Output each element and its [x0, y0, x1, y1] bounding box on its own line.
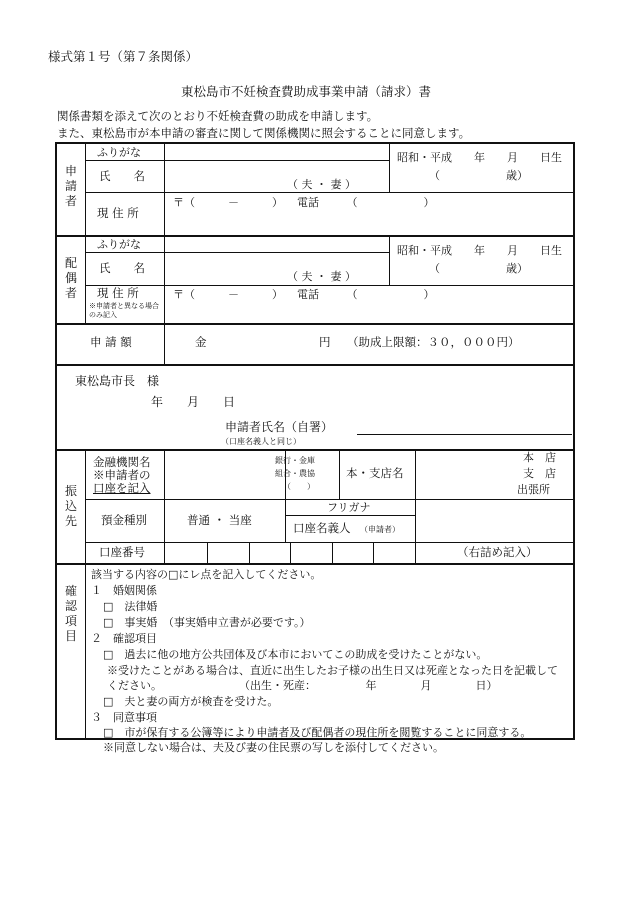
branch-type-office[interactable]: 出張所 [517, 483, 550, 496]
branch-label: 本・支店名 [346, 466, 404, 480]
branch-type-branch[interactable]: 支 店 [523, 467, 556, 480]
spouse-husband-wife[interactable]: （ 夫 ・ 妻 ） [287, 270, 356, 283]
spouse-furigana-label: ふりがな [97, 238, 141, 251]
branch-type-main[interactable]: 本 店 [523, 451, 556, 464]
amount-limit-note: （助成上限額：３０，０００円） [347, 335, 520, 349]
deposit-type-options[interactable]: 普通 ・ 当座 [187, 513, 252, 527]
item3-option-consent[interactable]: □ 市が保有する公簿等により申請者及び配偶者の現住所を閲覧することに同意する。 [103, 726, 532, 739]
item1-heading: １ 婚姻関係 [91, 584, 157, 597]
signature-label: 申請者氏名（自署） [225, 420, 334, 434]
amount-prefix: 金 [195, 335, 207, 349]
applicant-address-label: 現 住 所 [97, 206, 139, 220]
item2-note-1: ※受けたことがある場合は、直近に出生したお子様の出生日又は死産となった日を記載して [107, 664, 558, 677]
applicant-age[interactable]: （ 歳） [429, 169, 528, 182]
deposit-type-label: 預金種別 [101, 513, 147, 527]
bank-types-1[interactable]: 銀行・金庫 [275, 456, 315, 465]
account-holder-note: （申請者） [360, 525, 400, 534]
confirmation-instruction: 該当する内容の□にレ点を記入してください。 [91, 568, 322, 581]
spouse-postal[interactable]: 〒（ － ） [173, 288, 283, 301]
applicant-section-label: 申請者 [64, 164, 77, 208]
item2-note-2[interactable]: ください。 （出生・死産： 年 月 日） [107, 679, 498, 692]
spouse-address-note: ※申請者と異なる場合のみ記入 [89, 302, 159, 319]
spouse-age[interactable]: （ 歳） [429, 262, 528, 275]
amount-label: 申 請 額 [90, 335, 132, 349]
signature-note: （口座名義人と同じ） [221, 437, 301, 446]
mayor-address: 東松島市長 様 [75, 374, 160, 388]
bank-label-3: 口座を記入 [93, 481, 151, 495]
item3-note: ※同意しない場合は、夫及び妻の住民票の写しを添付してください。 [103, 741, 444, 754]
item2-heading: ２ 確認項目 [91, 632, 157, 645]
applicant-phone[interactable]: 電話 （ ） [297, 196, 435, 209]
applicant-birth-era[interactable]: 昭和・平成 年 月 日生 [397, 151, 562, 164]
account-furigana-label: フリガナ [327, 501, 371, 514]
spouse-name-label: 氏 名 [99, 261, 145, 275]
signature-line[interactable] [357, 434, 572, 435]
account-number-label: 口座番号 [99, 545, 145, 559]
right-align-note: （右詰め記入） [457, 545, 538, 559]
applicant-husband-wife[interactable]: （ 夫 ・ 妻 ） [287, 178, 356, 191]
confirmation-section-label: 確認項目 [64, 584, 77, 643]
applicant-furigana-label: ふりがな [97, 146, 141, 159]
item3-heading: ３ 同意事項 [91, 711, 157, 724]
applicant-name-label: 氏 名 [99, 169, 145, 183]
amount-unit: 円 [319, 335, 331, 349]
applicant-postal[interactable]: 〒（ － ） [173, 196, 283, 209]
transfer-section-label: 振込先 [64, 484, 77, 528]
bank-label-2: ※申請者の [93, 468, 151, 482]
application-form [55, 142, 575, 754]
bank-types-3[interactable]: （ ） [283, 482, 315, 491]
spouse-section-label: 配偶者 [64, 256, 77, 300]
spouse-birth-era[interactable]: 昭和・平成 年 月 日生 [397, 244, 562, 257]
intro-line-2: また、東松島市が本申請の審査に関して関係機関に照会することに同意します。 [57, 126, 471, 140]
intro-line-1: 関係書類を添えて次のとおり不妊検査費の助成を申請します。 [57, 109, 379, 123]
item1-option-defacto[interactable]: □ 事実婚 （事実婚申立書が必要です。） [103, 616, 311, 629]
spouse-phone[interactable]: 電話 （ ） [297, 288, 435, 301]
item2-option-no-prior[interactable]: □ 過去に他の地方公共団体及び本市においてこの助成を受けたことがない。 [103, 648, 488, 661]
item2-option-both-tested[interactable]: □ 夫と妻の両方が検査を受けた。 [103, 695, 279, 708]
spouse-address-label: 現 住 所 [97, 286, 139, 300]
item1-option-legal[interactable]: □ 法律婚 [103, 600, 158, 613]
form-number: 様式第１号（第７条関係） [48, 49, 199, 64]
account-holder-label: 口座名義人 [293, 521, 351, 535]
bank-label-1: 金融機関名 [93, 455, 151, 469]
bank-types-2[interactable]: 組合・農協 [275, 469, 315, 478]
page-title: 東松島市不妊検査費助成事業申請（請求）書 [181, 84, 432, 99]
application-date[interactable]: 年 月 日 [151, 395, 236, 409]
